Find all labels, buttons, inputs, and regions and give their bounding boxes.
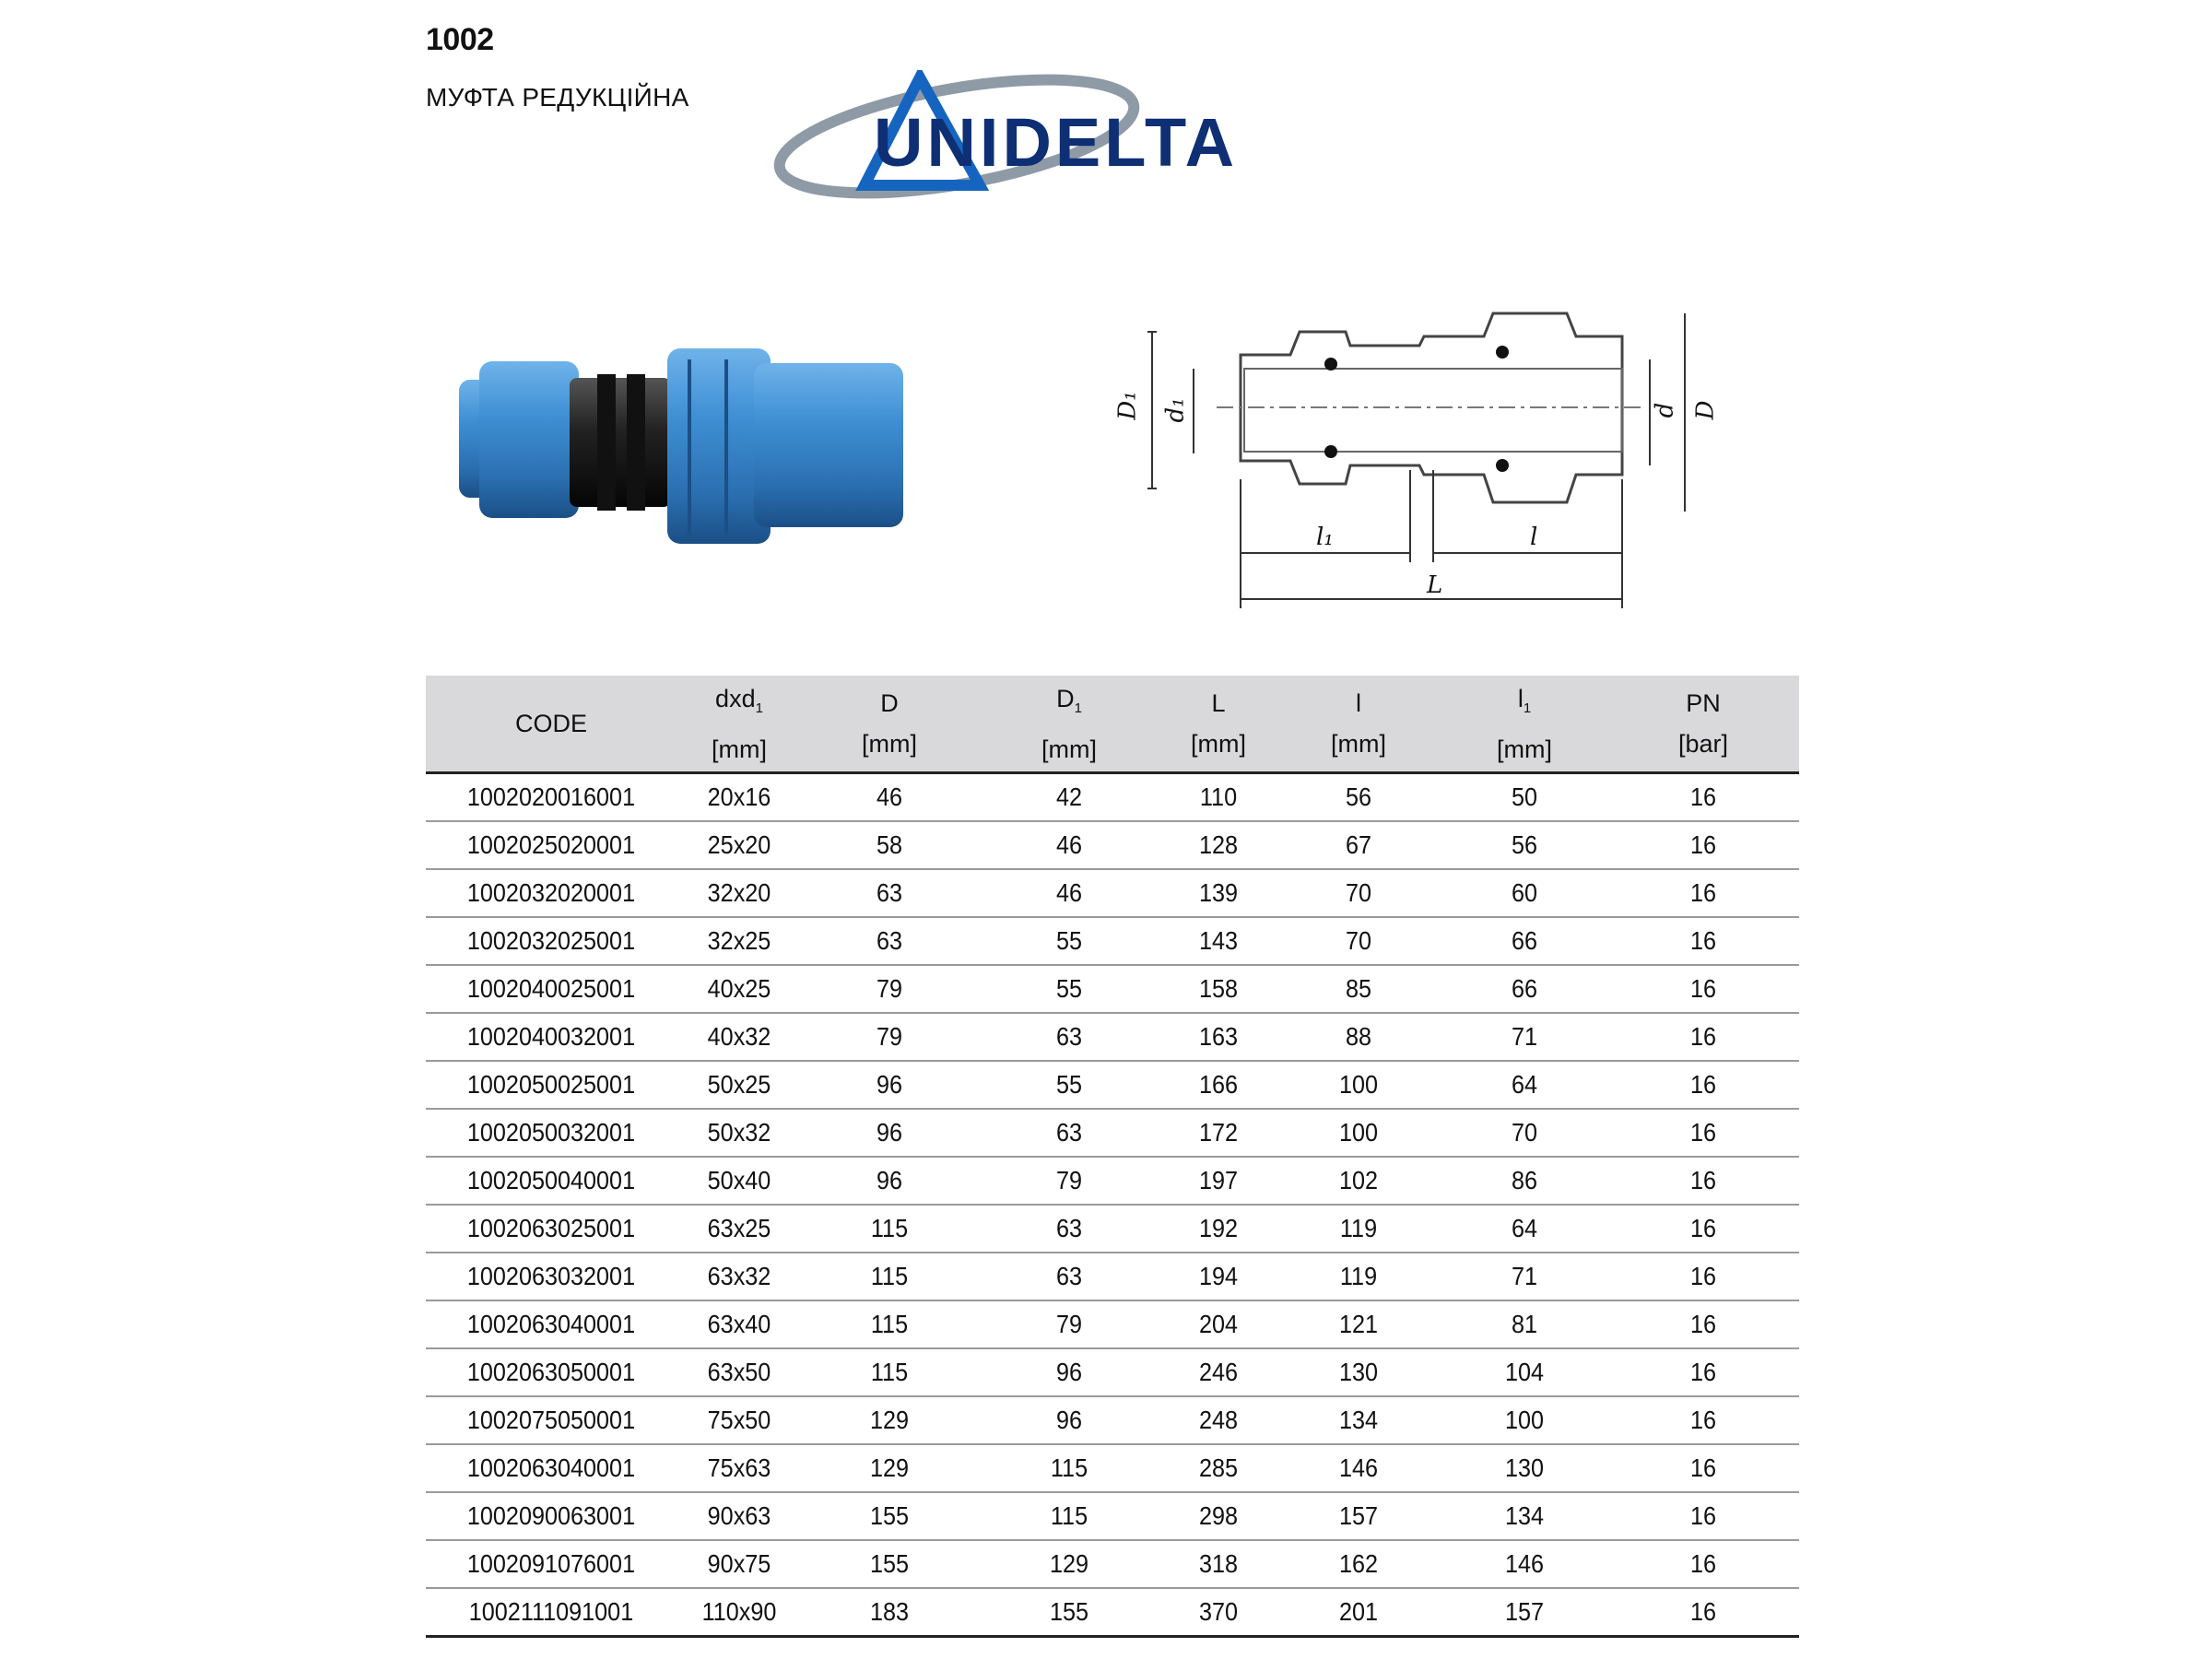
table-cell: 100 — [1284, 1109, 1433, 1157]
table-cell: 46 — [811, 773, 969, 822]
table-cell: 16 — [1617, 869, 1789, 917]
table-cell: 100 — [1284, 1061, 1433, 1109]
table-cell: 139 — [1167, 869, 1270, 917]
table-cell: 1002075050001 — [439, 1396, 665, 1444]
table-cell: 121 — [1284, 1300, 1433, 1348]
brand-name: UNIDELTA — [874, 104, 1239, 181]
table-cell: 96 — [986, 1396, 1152, 1444]
column-header-label: L — [1211, 689, 1226, 717]
table-cell: 81 — [1450, 1300, 1599, 1348]
table-cell: 1002032025001 — [439, 917, 665, 965]
column-header-subscript: 1 — [1523, 700, 1532, 716]
column-header-label: D — [880, 689, 899, 717]
table-cell: 56 — [1450, 821, 1599, 869]
table-cell: 16 — [1617, 821, 1789, 869]
table-cell: 63 — [986, 1205, 1152, 1253]
unidelta-logo — [772, 70, 1381, 199]
table-cell: 32x20 — [683, 869, 795, 917]
table-cell: 75x50 — [683, 1396, 795, 1444]
table-cell: 16 — [1617, 965, 1789, 1013]
table-cell: 197 — [1167, 1157, 1270, 1205]
table-cell: 1002111091001 — [439, 1588, 665, 1637]
column-header-unit: [mm] — [1497, 735, 1552, 763]
table-cell: 102 — [1284, 1157, 1433, 1205]
table-cell: 96 — [811, 1061, 969, 1109]
table-cell: 129 — [811, 1396, 969, 1444]
table-cell: 16 — [1617, 1109, 1789, 1157]
table-cell: 16 — [1617, 1492, 1789, 1540]
table-cell: 16 — [1617, 1588, 1789, 1637]
table-cell: 79 — [811, 965, 969, 1013]
product-photo — [459, 341, 920, 548]
table-cell: 155 — [811, 1492, 969, 1540]
table-cell: 1002090063001 — [439, 1492, 665, 1540]
table-cell: 50x40 — [683, 1157, 795, 1205]
table-cell: 119 — [1284, 1205, 1433, 1253]
table-cell: 66 — [1450, 917, 1599, 965]
table-cell: 71 — [1450, 1013, 1599, 1061]
table-cell: 1002050032001 — [439, 1109, 665, 1157]
table-cell: 1002091076001 — [439, 1540, 665, 1588]
column-header — [677, 676, 802, 773]
table-row — [426, 1157, 1799, 1205]
label-l: l — [1530, 524, 1538, 551]
table-cell: 1002063040001 — [439, 1444, 665, 1492]
table-cell: 157 — [1450, 1588, 1599, 1637]
table-cell: 115 — [986, 1444, 1152, 1492]
table-cell: 16 — [1617, 917, 1789, 965]
column-header — [1607, 676, 1799, 773]
table-cell: 71 — [1450, 1253, 1599, 1300]
table-cell: 130 — [1284, 1348, 1433, 1396]
column-header-unit: [mm] — [1331, 730, 1386, 758]
table-cell: 370 — [1167, 1588, 1270, 1637]
table-row — [426, 1540, 1799, 1588]
table-cell: 60 — [1450, 869, 1599, 917]
table-cell: 1002020016001 — [439, 773, 665, 822]
table-cell: 104 — [1450, 1348, 1599, 1396]
table-cell: 115 — [811, 1253, 969, 1300]
table-cell: 16 — [1617, 1061, 1789, 1109]
table-cell: 163 — [1167, 1013, 1270, 1061]
table-row — [426, 1013, 1799, 1061]
table-cell: 1002063050001 — [439, 1348, 665, 1396]
table-cell: 86 — [1450, 1157, 1599, 1205]
column-header-label: dxd — [715, 684, 756, 712]
table-row — [426, 821, 1799, 869]
table-cell: 64 — [1450, 1205, 1599, 1253]
table-cell: 20x16 — [683, 773, 795, 822]
product-code-title: 1002 — [426, 22, 494, 57]
table-cell: 42 — [986, 773, 1152, 822]
table-cell: 70 — [1450, 1109, 1599, 1157]
table-cell: 1002040025001 — [439, 965, 665, 1013]
table-cell: 194 — [1167, 1253, 1270, 1300]
table-body — [426, 773, 1799, 1637]
table-cell: 25x20 — [683, 821, 795, 869]
table-cell: 162 — [1284, 1540, 1433, 1588]
table-cell: 70 — [1284, 869, 1433, 917]
table-cell: 172 — [1167, 1109, 1270, 1157]
table-cell: 1002063040001 — [439, 1300, 665, 1348]
table-cell: 119 — [1284, 1253, 1433, 1300]
table-cell: 63 — [986, 1109, 1152, 1157]
table-cell: 63 — [986, 1013, 1152, 1061]
column-header — [802, 676, 977, 773]
table-cell: 50x25 — [683, 1061, 795, 1109]
table-cell: 146 — [1450, 1540, 1599, 1588]
table-cell: 63x40 — [683, 1300, 795, 1348]
table-cell: 115 — [811, 1300, 969, 1348]
table-cell: 204 — [1167, 1300, 1270, 1348]
table-cell: 115 — [811, 1205, 969, 1253]
column-header-unit: [mm] — [1041, 735, 1097, 763]
table-cell: 90x63 — [683, 1492, 795, 1540]
column-header-subscript: 1 — [755, 700, 763, 716]
table-cell: 70 — [1284, 917, 1433, 965]
table-cell: 16 — [1617, 1396, 1789, 1444]
table-row — [426, 1253, 1799, 1300]
table-cell: 128 — [1167, 821, 1270, 869]
table-cell: 50x32 — [683, 1109, 795, 1157]
label-l1: l₁ — [1316, 524, 1334, 551]
table-row — [426, 1205, 1799, 1253]
table-cell: 67 — [1284, 821, 1433, 869]
column-header — [1441, 676, 1607, 773]
table-cell: 100 — [1450, 1396, 1599, 1444]
table-row — [426, 1061, 1799, 1109]
column-header — [1161, 676, 1276, 773]
table-row — [426, 773, 1799, 822]
table-cell: 56 — [1284, 773, 1433, 822]
table-cell: 16 — [1617, 1540, 1789, 1588]
table-cell: 1002025020001 — [439, 821, 665, 869]
table-cell: 1002050040001 — [439, 1157, 665, 1205]
column-header-label: l — [1517, 684, 1524, 712]
table-cell: 246 — [1167, 1348, 1270, 1396]
table-cell: 248 — [1167, 1396, 1270, 1444]
table-row — [426, 1492, 1799, 1540]
table-cell: 63 — [811, 869, 969, 917]
dimensions-table — [426, 676, 1799, 1638]
table-cell: 64 — [1450, 1061, 1599, 1109]
table-cell: 63x25 — [683, 1205, 795, 1253]
table-cell: 79 — [986, 1157, 1152, 1205]
table-cell: 32x25 — [683, 917, 795, 965]
table-cell: 16 — [1617, 1444, 1789, 1492]
table-header — [426, 676, 1799, 773]
table-cell: 63 — [986, 1253, 1152, 1300]
table-cell: 129 — [811, 1444, 969, 1492]
table-row — [426, 1588, 1799, 1637]
column-header-label: PN — [1686, 689, 1721, 717]
table-cell: 55 — [986, 965, 1152, 1013]
table-row — [426, 1348, 1799, 1396]
table-cell: 1002063025001 — [439, 1205, 665, 1253]
label-d1: d₁ — [1161, 397, 1190, 423]
table-cell: 16 — [1617, 1157, 1789, 1205]
label-d: d — [1651, 402, 1679, 418]
table-cell: 96 — [811, 1109, 969, 1157]
table-cell: 58 — [811, 821, 969, 869]
column-header-unit: [mm] — [1191, 730, 1246, 758]
table-cell: 16 — [1617, 1348, 1789, 1396]
table-cell: 40x32 — [683, 1013, 795, 1061]
technical-drawing — [1106, 304, 1751, 618]
table-cell: 55 — [986, 917, 1152, 965]
table-cell: 63 — [811, 917, 969, 965]
table-cell: 158 — [1167, 965, 1270, 1013]
column-header-subscript: 1 — [1074, 700, 1082, 716]
table-cell: 155 — [986, 1588, 1152, 1637]
table-cell: 46 — [986, 869, 1152, 917]
table-cell: 40x25 — [683, 965, 795, 1013]
table-cell: 110 — [1167, 773, 1270, 822]
table-row — [426, 965, 1799, 1013]
table-cell: 134 — [1284, 1396, 1433, 1444]
table-cell: 1002063032001 — [439, 1253, 665, 1300]
table-cell: 96 — [986, 1348, 1152, 1396]
column-header-unit: [mm] — [712, 735, 767, 763]
table-cell: 16 — [1617, 1300, 1789, 1348]
table-cell: 63x50 — [683, 1348, 795, 1396]
column-header-label: l — [1356, 689, 1361, 717]
table-row — [426, 1396, 1799, 1444]
table-cell: 50 — [1450, 773, 1599, 822]
label-D: D — [1691, 400, 1720, 420]
table-cell: 155 — [811, 1540, 969, 1588]
product-subtitle: МУФТА РЕДУКЦІЙНА — [426, 83, 689, 112]
table-cell: 115 — [986, 1492, 1152, 1540]
column-header-unit: [mm] — [862, 730, 917, 758]
table-cell: 146 — [1284, 1444, 1433, 1492]
table-row — [426, 1109, 1799, 1157]
label-D1: D₁ — [1113, 391, 1142, 420]
table-cell: 183 — [811, 1588, 969, 1637]
table-cell: 16 — [1617, 1205, 1789, 1253]
table-cell: 1002040032001 — [439, 1013, 665, 1061]
table-row — [426, 1300, 1799, 1348]
table-cell: 63x32 — [683, 1253, 795, 1300]
column-header — [426, 676, 677, 773]
column-header — [977, 676, 1161, 773]
table-cell: 1002050025001 — [439, 1061, 665, 1109]
table-cell: 66 — [1450, 965, 1599, 1013]
table-cell: 166 — [1167, 1061, 1270, 1109]
table-cell: 16 — [1617, 1013, 1789, 1061]
table-cell: 129 — [986, 1540, 1152, 1588]
table-cell: 16 — [1617, 773, 1789, 822]
table-row — [426, 869, 1799, 917]
table-cell: 110x90 — [683, 1588, 795, 1637]
table-cell: 192 — [1167, 1205, 1270, 1253]
column-header-unit: [bar] — [1677, 730, 1729, 758]
table-cell: 55 — [986, 1061, 1152, 1109]
label-L: L — [1427, 571, 1443, 599]
table-cell: 85 — [1284, 965, 1433, 1013]
table-cell: 75x63 — [683, 1444, 795, 1492]
table-cell: 16 — [1617, 1253, 1789, 1300]
table-cell: 157 — [1284, 1492, 1433, 1540]
table-cell: 79 — [986, 1300, 1152, 1348]
table-cell: 143 — [1167, 917, 1270, 965]
table-cell: 318 — [1167, 1540, 1270, 1588]
table-row — [426, 1444, 1799, 1492]
table-cell: 1002032020001 — [439, 869, 665, 917]
column-header-label: CODE — [514, 710, 587, 737]
table-cell: 130 — [1450, 1444, 1599, 1492]
table-cell: 285 — [1167, 1444, 1270, 1492]
table-cell: 90x75 — [683, 1540, 795, 1588]
column-header — [1276, 676, 1441, 773]
table-cell: 46 — [986, 821, 1152, 869]
table-cell: 88 — [1284, 1013, 1433, 1061]
table-cell: 79 — [811, 1013, 969, 1061]
table-cell: 115 — [811, 1348, 969, 1396]
table-cell: 134 — [1450, 1492, 1599, 1540]
table-row — [426, 917, 1799, 965]
table-cell: 96 — [811, 1157, 969, 1205]
column-header-label: D — [1056, 684, 1075, 712]
table-cell: 201 — [1284, 1588, 1433, 1637]
table-cell: 298 — [1167, 1492, 1270, 1540]
